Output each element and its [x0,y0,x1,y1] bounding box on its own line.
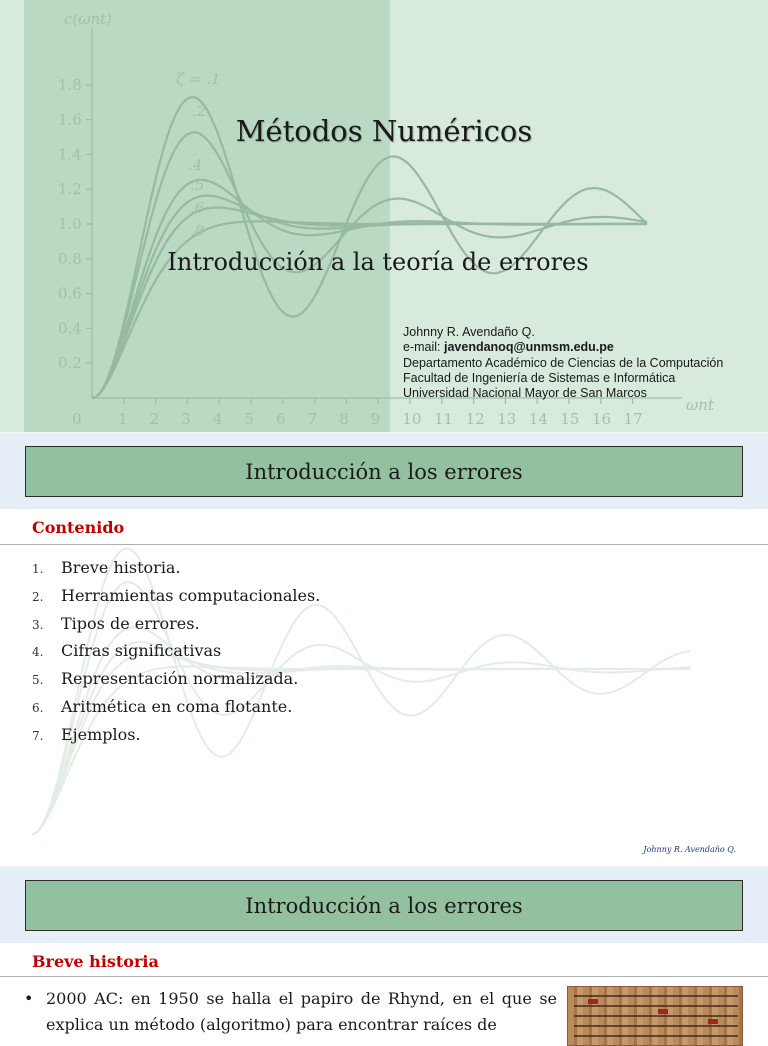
x-tick-label: 0 [72,410,82,428]
x-tick-label: 9 [370,410,381,428]
title-slide [0,0,768,432]
contents-item-number: 4. [32,645,44,660]
y-tick-label: 1.6 [58,110,82,129]
slide-header [25,446,743,497]
x-tick-label: 16 [592,410,612,428]
author-block [403,325,763,401]
x-tick-label: 17 [623,410,643,428]
y-tick-label: 0.6 [58,284,82,303]
slide-header-text: Introducción a los errores [245,893,523,918]
contents-item-number: 7. [32,728,44,743]
x-tick-label: 1 [118,410,128,428]
bullet-dot: • [24,989,34,1008]
x-axis-label: ωnt [686,396,714,414]
x-tick-label: 3 [181,410,191,428]
contents-item [32,725,320,753]
x-tick-label: 8 [339,410,349,428]
contents-item-text: Cifras significativas [61,641,222,661]
contents-item-text: Herramientas computacionales. [61,585,321,605]
x-tick-label: 5 [244,410,254,428]
x-tick-label: 11 [434,410,454,428]
zeta-label: .2 [192,102,207,120]
contents-slide [0,434,768,866]
contents-item-text: Aritmética en coma flotante. [61,696,293,716]
zeta-label: .5 [190,176,205,194]
contents-item [32,614,320,642]
x-tick-label: 12 [465,410,485,428]
rhind-papyrus-image [567,986,743,1046]
slide-header [25,880,743,931]
y-tick-label: 0.4 [58,319,82,338]
y-tick-label: 1.4 [58,145,82,164]
x-tick-label: 7 [307,410,318,428]
y-axis-label: c(ωnt) [64,10,113,28]
y-tick-label: 1.0 [58,215,82,233]
contents-item [32,697,320,725]
author-name: Johnny R. Avendaño Q. [403,325,535,339]
presentation-subtitle: Introducción a la teoría de errores [167,248,589,276]
history-slide [0,868,768,1034]
contents-item [32,641,320,669]
x-tick-label: 4 [212,410,223,428]
contents-item-text: Breve historia. [61,558,181,577]
presentation-title: Métodos Numéricos [235,114,533,148]
x-tick-label: 2 [149,410,160,428]
x-tick-label: 13 [497,410,517,428]
x-tick-label: 10 [402,410,422,428]
y-tick-label: 0.2 [58,354,82,373]
zeta-label: .8 [190,222,205,240]
section-title: Contenido [32,518,125,537]
x-tick-label: 6 [276,410,286,428]
y-tick-label: 0.8 [58,249,82,268]
section-divider [0,976,768,977]
author-email[interactable]: javendanoq@unmsm.edu.pe [444,340,614,355]
y-tick-label: 1.8 [58,75,82,94]
contents-item-number: 6. [32,700,44,715]
contents-item-number: 1. [32,562,44,576]
author-email-line [403,340,763,355]
author-university: Universidad Nacional Mayor de San Marcos [403,386,647,401]
contents-item-number: 3. [32,617,44,632]
author-faculty: Facultad de Ingeniería de Sistemas e Informática [403,370,676,385]
zeta-label: ζ = .1 [176,70,221,88]
slide-header-text: Introducción a los errores [245,459,523,484]
contents-item-number: 2. [32,589,44,604]
section-title: Breve historia [32,952,159,971]
contents-item [32,669,320,697]
x-tick-label: 14 [528,410,548,428]
y-tick-label: 1.2 [58,180,82,199]
contents-item-number: 5. [32,673,44,688]
contents-item-text: Ejemplos. [61,724,141,744]
zeta-label: .4 [188,156,203,174]
footer-signature: Johnny R. Avendaño Q. [643,845,736,854]
x-tick-label: 15 [560,410,580,428]
contents-item [32,558,320,586]
contents-item-text: Representación normalizada. [61,669,299,689]
author-department: Departamento Académico de Ciencias de la Computación [403,355,724,370]
bullet-text: 2000 AC: en 1950 se halla el papiro de Rhynd, en el que se explica un método (algoritmo) para encontrar raíces de [46,989,557,1034]
bullet-item [24,986,557,1038]
email-label: e-mail: [403,340,441,355]
contents-list [32,558,320,753]
contents-item-text: Tipos de errores. [61,613,200,633]
contents-item [32,586,320,614]
zeta-label: .6 [190,199,205,217]
